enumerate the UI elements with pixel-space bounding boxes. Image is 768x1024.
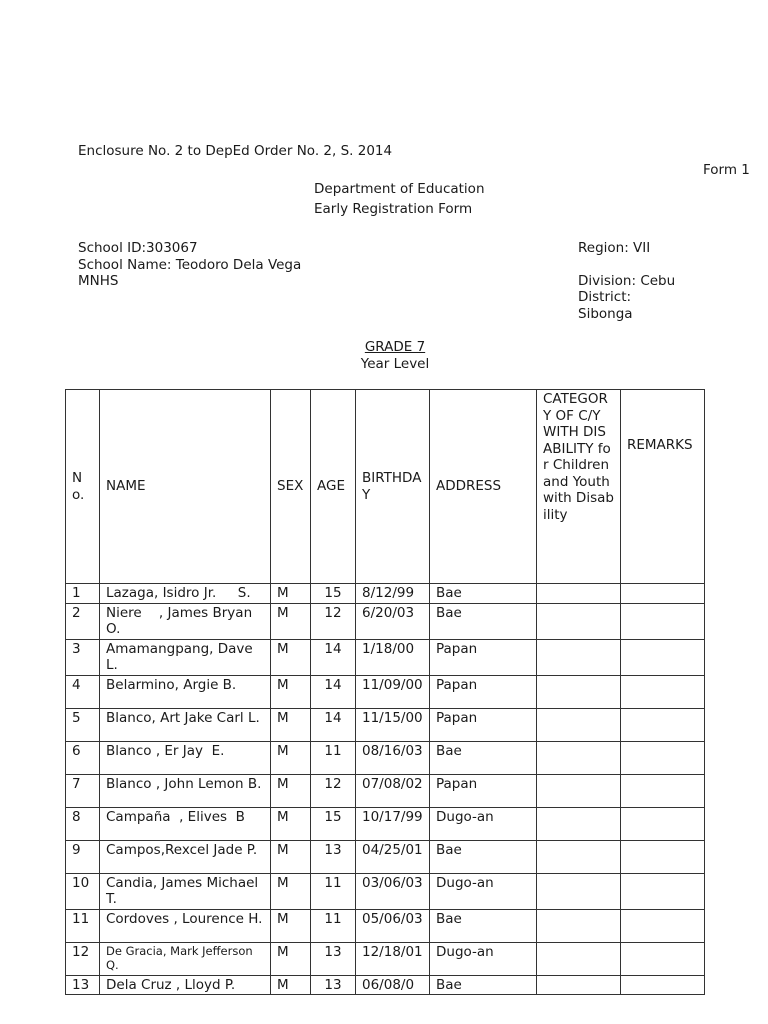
cell-address: Bae <box>430 741 537 774</box>
cell-category <box>537 975 621 995</box>
cell-birthday: 8/12/99 <box>356 584 430 604</box>
table-row <box>66 942 705 975</box>
cell-name: Campos,Rexcel Jade P. <box>100 840 271 873</box>
cell-age: 11 <box>311 873 356 909</box>
cell-sex: M <box>271 942 311 975</box>
cell-sex: M <box>271 708 311 741</box>
cell-birthday: 04/25/01 <box>356 840 430 873</box>
grade-label: GRADE 7 <box>364 339 426 355</box>
cell-remarks <box>621 708 705 741</box>
cell-address: Dugo-an <box>430 873 537 909</box>
cell-remarks <box>621 584 705 604</box>
form-number: Form 1 <box>703 162 750 178</box>
cell-sex: M <box>271 873 311 909</box>
cell-category <box>537 873 621 909</box>
cell-remarks <box>621 639 705 675</box>
cell-no: 6 <box>66 741 100 774</box>
cell-birthday: 07/08/02 <box>356 774 430 807</box>
cell-sex: M <box>271 639 311 675</box>
cell-address: Papan <box>430 708 537 741</box>
cell-birthday: 1/18/00 <box>356 639 430 675</box>
cell-birthday: 6/20/03 <box>356 603 430 639</box>
cell-name: Candia, James Michael T. <box>100 873 271 909</box>
cell-sex: M <box>271 840 311 873</box>
cell-age: 12 <box>311 603 356 639</box>
cell-no: 8 <box>66 807 100 840</box>
cell-category <box>537 708 621 741</box>
cell-name: Campaña , Elives B <box>100 807 271 840</box>
cell-category <box>537 675 621 708</box>
cell-address: Dugo-an <box>430 942 537 975</box>
cell-sex: M <box>271 584 311 604</box>
cell-name: De Gracia, Mark Jefferson Q. <box>100 942 271 975</box>
cell-age: 11 <box>311 741 356 774</box>
school-id: School ID:303067 <box>78 240 198 256</box>
cell-name: Lazaga, Isidro Jr. S. <box>100 584 271 604</box>
cell-category <box>537 741 621 774</box>
cell-address: Papan <box>430 675 537 708</box>
cell-name: Blanco, Art Jake Carl L. <box>100 708 271 741</box>
cell-name: Belarmino, Argie B. <box>100 675 271 708</box>
cell-age: 13 <box>311 942 356 975</box>
cell-no: 12 <box>66 942 100 975</box>
cell-address: Papan <box>430 774 537 807</box>
cell-no: 10 <box>66 873 100 909</box>
cell-name: Blanco , John Lemon B. <box>100 774 271 807</box>
department-title: Department of Education <box>314 181 485 197</box>
registration-table <box>65 389 705 995</box>
cell-sex: M <box>271 741 311 774</box>
cell-category <box>537 639 621 675</box>
cell-no: 9 <box>66 840 100 873</box>
cell-category <box>537 774 621 807</box>
cell-birthday: 11/15/00 <box>356 708 430 741</box>
cell-remarks <box>621 774 705 807</box>
cell-category <box>537 840 621 873</box>
table-row <box>66 741 705 774</box>
form-title: Early Registration Form <box>314 201 473 217</box>
cell-remarks <box>621 603 705 639</box>
school-name-line2: MNHS <box>78 273 119 289</box>
cell-age: 12 <box>311 774 356 807</box>
cell-address: Bae <box>430 603 537 639</box>
cell-category <box>537 807 621 840</box>
cell-name: Blanco , Er Jay E. <box>100 741 271 774</box>
division: Division: Cebu <box>578 273 676 289</box>
cell-name: Dela Cruz , Lloyd P. <box>100 975 271 995</box>
cell-no: 13 <box>66 975 100 995</box>
table-row <box>66 873 705 909</box>
cell-birthday: 12/18/01 <box>356 942 430 975</box>
cell-remarks <box>621 675 705 708</box>
table-row <box>66 584 705 604</box>
cell-age: 14 <box>311 708 356 741</box>
cell-age: 15 <box>311 807 356 840</box>
cell-age: 14 <box>311 675 356 708</box>
cell-address: Dugo-an <box>430 807 537 840</box>
table-header-row <box>66 390 705 584</box>
cell-sex: M <box>271 975 311 995</box>
year-level-label: Year Level <box>360 356 430 372</box>
cell-category <box>537 603 621 639</box>
enclosure-line: Enclosure No. 2 to DepEd Order No. 2, S. 2014 <box>78 143 393 159</box>
cell-address: Papan <box>430 639 537 675</box>
cell-age: 13 <box>311 975 356 995</box>
region: Region: VII <box>578 240 651 256</box>
cell-name: Niere , James Bryan O. <box>100 603 271 639</box>
school-name-line1: School Name: Teodoro Dela Vega <box>78 257 302 273</box>
cell-no: 4 <box>66 675 100 708</box>
cell-sex: M <box>271 675 311 708</box>
cell-name: Amamangpang, Dave L. <box>100 639 271 675</box>
cell-remarks <box>621 840 705 873</box>
cell-age: 14 <box>311 639 356 675</box>
cell-no: 5 <box>66 708 100 741</box>
col-header-sex: SEX <box>271 390 311 584</box>
cell-remarks <box>621 807 705 840</box>
table-row <box>66 807 705 840</box>
cell-remarks <box>621 873 705 909</box>
col-header-age: AGE <box>311 390 356 584</box>
district-label: District: <box>578 289 632 305</box>
col-header-no: No. <box>66 390 100 584</box>
cell-address: Bae <box>430 975 537 995</box>
cell-age: 11 <box>311 909 356 942</box>
col-header-name: NAME <box>100 390 271 584</box>
cell-no: 1 <box>66 584 100 604</box>
cell-category <box>537 942 621 975</box>
cell-sex: M <box>271 774 311 807</box>
table-row <box>66 639 705 675</box>
cell-address: Bae <box>430 909 537 942</box>
col-header-address: ADDRESS <box>430 390 537 584</box>
cell-birthday: 08/16/03 <box>356 741 430 774</box>
table-row <box>66 975 705 995</box>
table-row <box>66 675 705 708</box>
cell-birthday: 06/08/0 <box>356 975 430 995</box>
cell-category <box>537 909 621 942</box>
cell-birthday: 11/09/00 <box>356 675 430 708</box>
cell-remarks <box>621 942 705 975</box>
cell-sex: M <box>271 909 311 942</box>
cell-age: 13 <box>311 840 356 873</box>
cell-no: 7 <box>66 774 100 807</box>
col-header-birthday: BIRTHDAY <box>356 390 430 584</box>
table-row <box>66 708 705 741</box>
cell-birthday: 05/06/03 <box>356 909 430 942</box>
table-row <box>66 774 705 807</box>
cell-category <box>537 584 621 604</box>
cell-remarks <box>621 975 705 995</box>
cell-remarks <box>621 741 705 774</box>
col-header-remarks: REMARKS <box>621 390 705 584</box>
cell-no: 2 <box>66 603 100 639</box>
cell-address: Bae <box>430 584 537 604</box>
cell-name: Cordoves , Lourence H. <box>100 909 271 942</box>
cell-address: Bae <box>430 840 537 873</box>
col-header-category: CATEGORY OF C/Y WITH DISABILITY for Children and Youth with Disability <box>537 390 621 584</box>
cell-sex: M <box>271 807 311 840</box>
cell-no: 3 <box>66 639 100 675</box>
table-row <box>66 603 705 639</box>
table-row <box>66 840 705 873</box>
cell-birthday: 03/06/03 <box>356 873 430 909</box>
cell-sex: M <box>271 603 311 639</box>
cell-age: 15 <box>311 584 356 604</box>
table-row <box>66 909 705 942</box>
cell-remarks <box>621 909 705 942</box>
cell-no: 11 <box>66 909 100 942</box>
cell-birthday: 10/17/99 <box>356 807 430 840</box>
district-value: Sibonga <box>578 306 633 322</box>
